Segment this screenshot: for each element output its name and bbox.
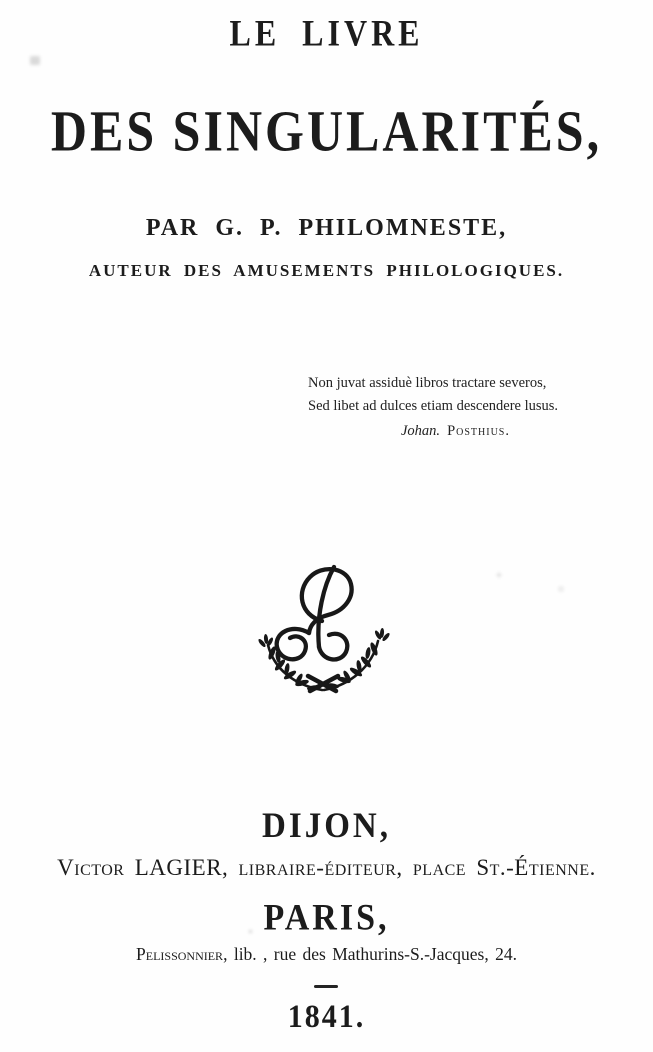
author-byline: PAR G. P. PHILOMNESTE, [145, 215, 508, 241]
monogram-wreath-icon [256, 562, 390, 694]
monogram-icon [277, 567, 352, 659]
series-title: LE LIVRE [229, 12, 424, 54]
printer-device [256, 562, 390, 694]
epigraph-author-forename: Johan. [401, 423, 441, 439]
scan-artifact [249, 930, 252, 933]
epigraph-author-surname: Posthius. [447, 423, 510, 439]
imprint-city-paris: PARIS, [263, 898, 390, 938]
publication-year: 1841. [287, 999, 366, 1035]
imprint-publisher-paris [0, 944, 653, 965]
epigraph-line-2: Sed libet ad dulces etiam descendere lusus. [308, 398, 559, 414]
epigraph-line-1: Non juvat assiduè libros tractare severos, [308, 375, 547, 391]
book-title: DES SINGULARITÉS, [50, 98, 603, 164]
separator-rule [314, 985, 338, 988]
imprint-publisher-dijon [0, 855, 653, 881]
scan-artifact [30, 56, 40, 65]
scan-artifact [558, 586, 564, 592]
scan-artifact [497, 573, 501, 577]
publisher-dijon-address: libraire-éditeur, place St.-Étienne. [228, 855, 596, 880]
epigraph [308, 372, 608, 443]
author-credit: AUTEUR DES AMUSEMENTS PHILOLOGIQUES. [88, 261, 565, 280]
publisher-dijon-name: Victor LAGIER, [57, 855, 229, 880]
publisher-paris-name: Pelissonnier [136, 944, 224, 964]
imprint-city-dijon: DIJON, [262, 806, 391, 846]
publisher-paris-address: , lib. , rue des Mathurins-S.-Jacques, 24. [223, 944, 517, 964]
epigraph-attribution [308, 420, 608, 443]
